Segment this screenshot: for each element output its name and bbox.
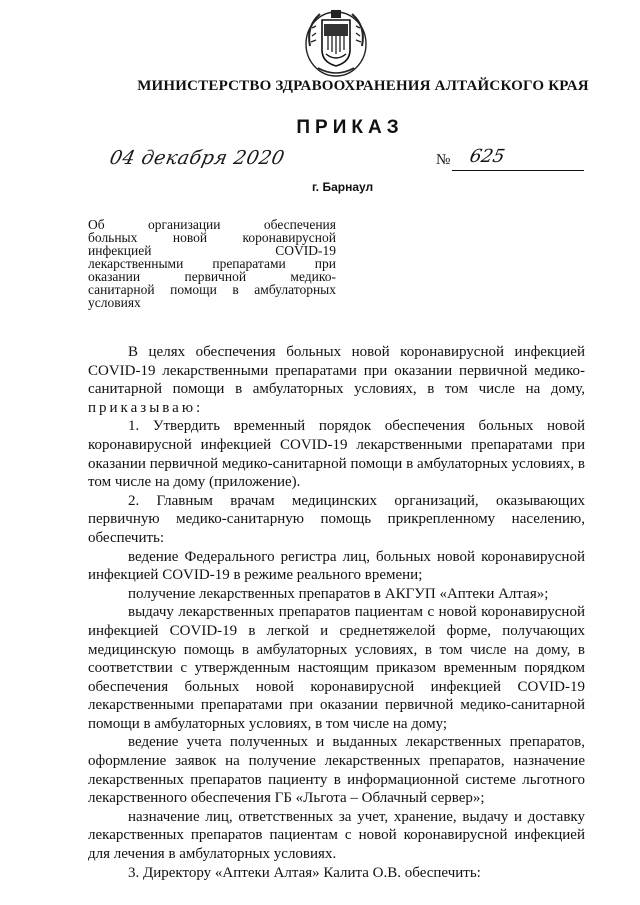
number-label: № (436, 152, 451, 168)
paragraph-2c: выдачу лекарственных препаратов пациентам с новой коронавирусной инфекцией COVID-19 в легкой и среднетяжелой форме, получающих медицинскую помощь в амбулаторных условиях, в том числе на дому, в соответствии с утвержденным настоящим приказом временным порядком обеспечения больных новой коронавирусной инфекцией COVID-19 лекарственными препаратами при оказании первичной медико-санитарной помощи в амбулаторных условиях, в том числе на дому; (88, 604, 585, 732)
subject-line: инфекцией COVID-19 (88, 243, 336, 258)
handwritten-date: 04 декабря 2020 (107, 147, 287, 169)
paragraph-3: 3. Директору «Аптеки Алтая» Калита О.В. обеспечить: (128, 864, 481, 881)
subject-line: Об организации обеспечения (88, 217, 336, 232)
handwritten-number: 625 (467, 146, 507, 167)
paragraph-2b: получение лекарственных препаратов в АКГУП «Аптеки Алтая»; (128, 585, 549, 602)
paragraph-2d: ведение учета полученных и выданных лекарственных препаратов, оформление заявок на получение лекарственных препаратов, назначение лекарственных препаратов пациенту в информационной системе льготного лекарственного обеспечения ГБ «Льгота – Облачный сервер»; (88, 734, 585, 807)
city-label: г. Барнаул (312, 180, 374, 194)
intro-paragraph (88, 343, 585, 417)
ministry-name: МИНИСТЕРСТВО ЗДРАВООХРАНЕНИЯ АЛТАЙСКОГО КРАЯ (137, 78, 589, 94)
subject-line: условиях (88, 295, 141, 310)
subject-line: больных новой коронавирусной (88, 230, 336, 245)
document-body (88, 343, 585, 882)
subject-line: лекарственными препаратами при (88, 256, 336, 271)
number-underline (452, 170, 584, 171)
coat-of-arms-emblem (300, 6, 372, 78)
paragraph-2e: назначение лиц, ответственных за учет, хранение, выдачу и доставку лекарственных препаратов пациентам с новой коронавирусной инфекцией для лечения в амбулаторных условиях. (88, 808, 585, 863)
order-word: приказываю: (88, 399, 204, 416)
subject-line: оказании первичной медико- (88, 269, 336, 284)
subject-line: санитарной помощи в амбулаторных (88, 282, 336, 297)
subject-block (88, 218, 336, 309)
paragraph-1: 1. Утвердить временный порядок обеспечения больных новой коронавирусной инфекцией COVID-19 лекарственными препаратами при оказании первичной медико-санитарной помощи в амбулаторных условиях, в том числе на дому (приложение). (88, 418, 585, 491)
paragraph-2: 2. Главным врачам медицинских организаций, оказывающих первичную медико-санитарную помощь прикрепленному населению, обеспечить: (88, 492, 585, 546)
document-title: ПРИКАЗ (296, 117, 404, 138)
paragraph-2a: ведение Федерального регистра лиц, больных новой коронавирусной инфекцией COVID-19 в режиме реального времени; (88, 548, 585, 584)
intro-text: В целях обеспечения больных новой коронавирусной инфекцией COVID-19 лекарственными препаратами при оказании первичной медико-санитарной помощи в амбулаторных условиях, в том числе на дому, (88, 344, 585, 398)
